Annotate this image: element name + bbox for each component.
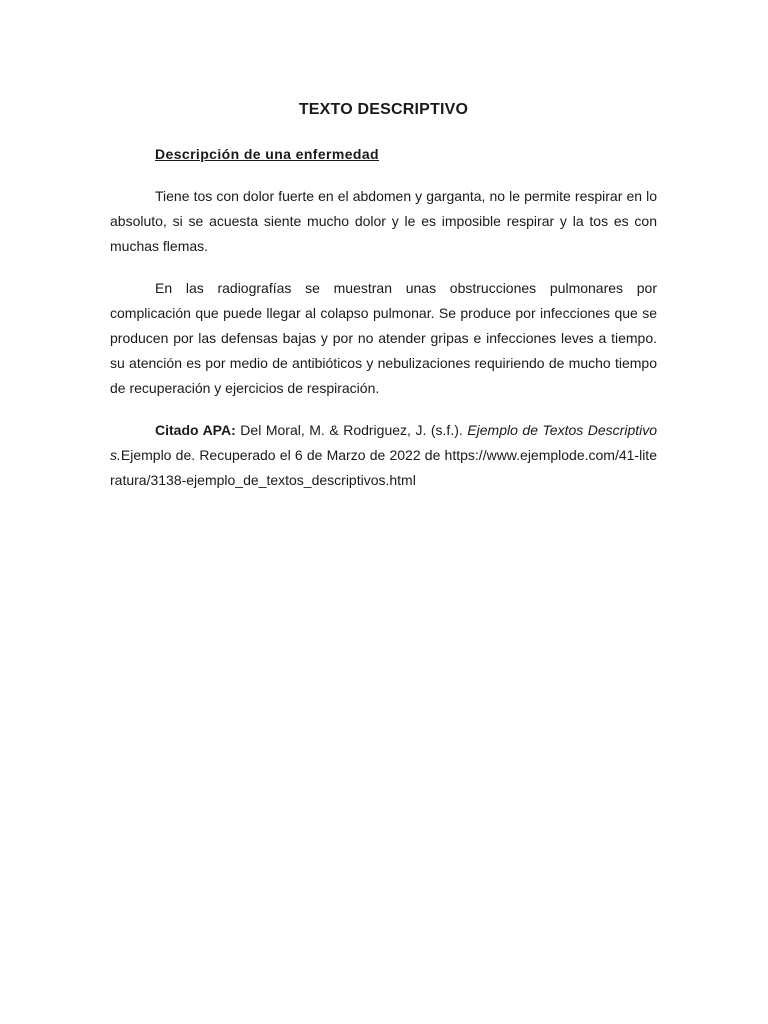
citation-work-title: Ejemplo de Textos Descriptivos. <box>110 422 658 463</box>
document-page <box>110 96 657 493</box>
citation-authors: Del Moral, M. & Rodriguez, J. (s.f.). <box>240 422 463 438</box>
section-subtitle: Descripción de una enfermedad <box>155 146 379 162</box>
citation-source: Ejemplo de. Recuperado el 6 de Marzo de 2022 de https://www.ejemplode.com/41-literatura/3138-ejemplo_de_textos_descriptivos.html <box>110 447 657 488</box>
citation-label: Citado APA: <box>155 422 236 438</box>
document-title: TEXTO DESCRIPTIVO <box>298 101 469 118</box>
paragraph-radiography: En las radiografías se muestran unas obstrucciones pulmonares por complicación que puede llegar al colapso pulmonar. Se produce por infecciones que se producen por las defensas bajas y por no atender gripas e infecciones leves a tiempo. su atención es por medio de antibióticos y nebulizaciones requiriendo de mucho tiempo de recuperación y ejercicios de respiración. <box>110 280 657 396</box>
apa-citation <box>110 418 657 493</box>
paragraph-symptoms: Tiene tos con dolor fuerte en el abdomen y garganta, no le permite respirar en lo absoluto, si se acuesta siente mucho dolor y le es imposible respirar y la tos es con muchas flemas. <box>110 188 657 254</box>
